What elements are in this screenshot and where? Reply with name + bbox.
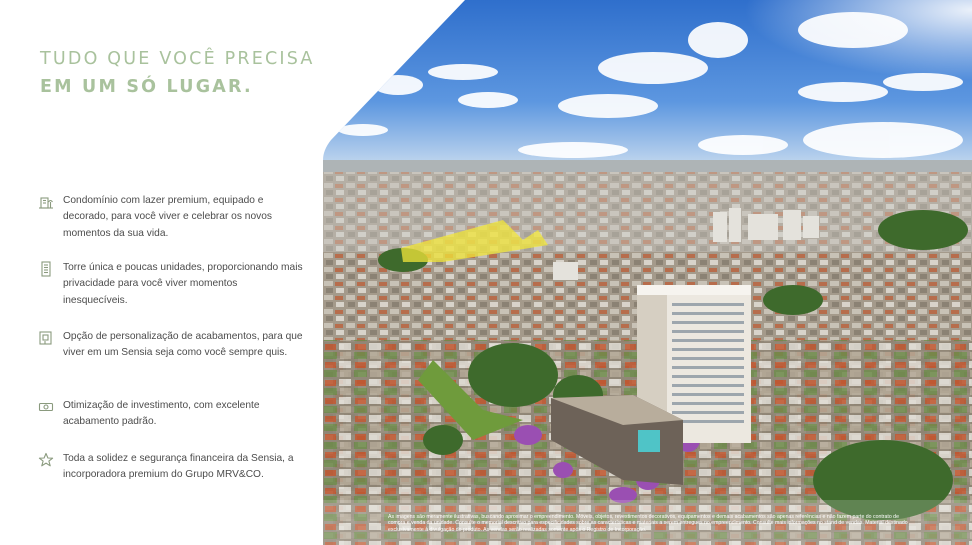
feature-text: Toda a solidez e segurança financeira da Sensia, a incorporadora premium do Grupo MRV&CO. xyxy=(63,453,294,481)
headline-line-2: EM UM SÓ LUGAR. xyxy=(40,77,253,97)
feature-text: Otimização de investimento, com excelente acabamento padrão. xyxy=(63,400,260,428)
feature-item xyxy=(38,329,303,362)
legal-disclaimer: As imagens são meramente ilustrativas, buscando aproximar o empreendimento. Móveis, objetos, revestimentos decorativos, equipamentos e demais acabamentos são apenas referências e não fazem parte do contrato de compra e venda da unidade. Consulte o memorial descritivo para especificidades sobre as características e materiais a serem entregues no empreendimento. Consulte mais informações no stand de vendas. Material destinado exclusivamente à divulgação do produto. As vendas serão realizadas somente após o Registro de Incorporação. xyxy=(388,514,908,533)
feature-item xyxy=(38,193,303,242)
aerial-photo xyxy=(323,0,972,545)
headline xyxy=(40,48,315,100)
feature-text: Condomínio com lazer premium, equipado e decorado, para você viver e celebrar os novos momentos da sua vida. xyxy=(63,195,272,239)
aerial-city-image xyxy=(323,0,972,545)
headline-line-1: TUDO QUE VOCÊ PRECISA xyxy=(40,49,315,69)
feature-item xyxy=(38,260,303,309)
customization-icon xyxy=(38,330,54,346)
feature-text: Torre única e poucas unidades, proporcionando mais privacidade para você viver momentos inesquecíveis. xyxy=(63,262,303,306)
feature-text: Opção de personalização de acabamentos, para que viver em um Sensia seja como você sempre quis. xyxy=(63,331,303,359)
building-leisure-icon xyxy=(38,194,54,210)
feature-item xyxy=(38,451,303,484)
star-icon xyxy=(38,452,54,468)
money-icon xyxy=(38,399,54,415)
feature-item xyxy=(38,398,303,431)
tower-icon xyxy=(38,261,54,277)
